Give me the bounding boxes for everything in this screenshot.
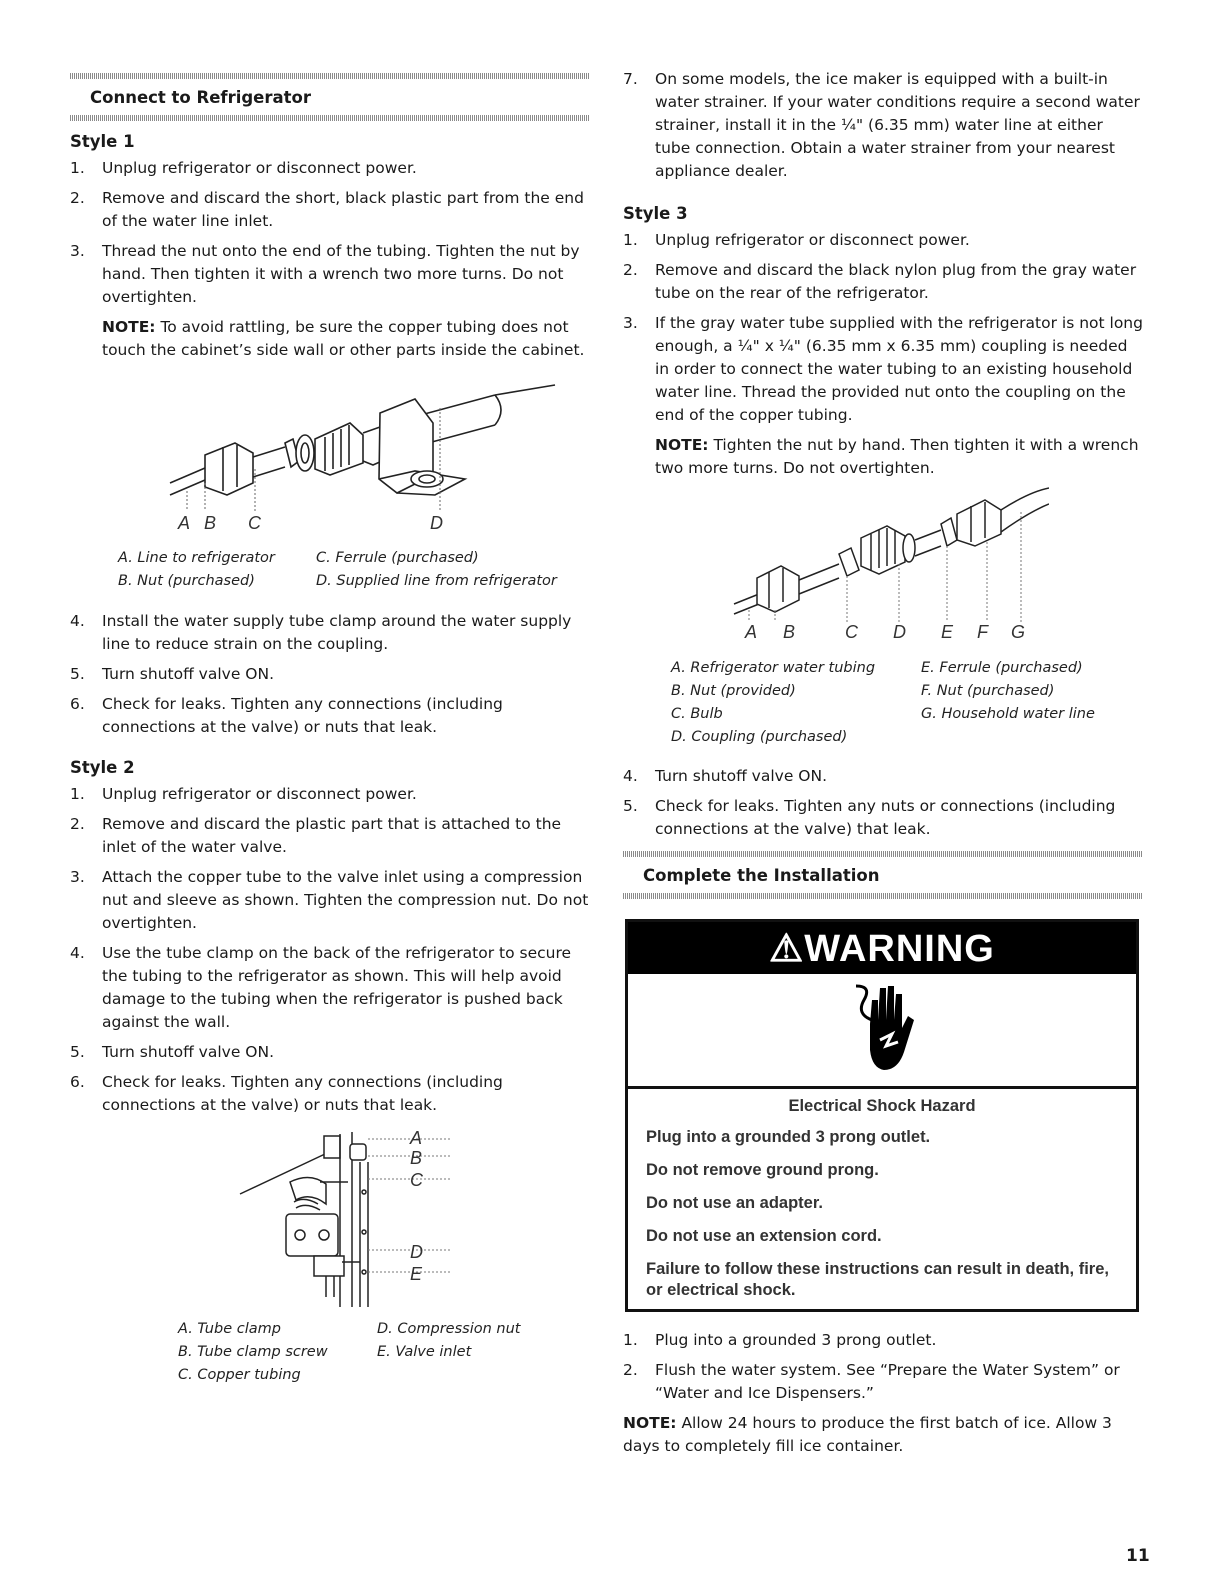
list-item [70, 187, 590, 233]
figure-letter: G [1011, 622, 1026, 642]
figure-letter: E [410, 1264, 423, 1284]
note-label: NOTE: [623, 1414, 677, 1432]
step-text: Install the water supply tube clamp around the water supply line to reduce strain on the coupling. [102, 612, 572, 653]
list-item [623, 1329, 1143, 1352]
warning-line: Do not use an adapter. [646, 1194, 823, 1212]
figure-caption: A. Line to refrigerator [118, 550, 275, 566]
step-number: 7. [623, 70, 638, 88]
list-item [623, 259, 1143, 305]
final-steps [623, 1329, 1143, 1405]
style3-steps-continued [623, 765, 1143, 841]
style1-note [70, 316, 590, 362]
style3-block [623, 204, 1143, 487]
warning-body [628, 1089, 1136, 1301]
figure-caption: B. Nut (provided) [671, 683, 796, 699]
step-number: 6. [70, 695, 85, 713]
step-number: 2. [70, 815, 85, 833]
note-label: NOTE: [102, 318, 156, 336]
warning-line: Plug into a grounded 3 prong outlet. [646, 1128, 931, 1146]
figure-caption: C. Bulb [671, 706, 723, 722]
list-item [70, 693, 590, 739]
figure-letter: C [845, 622, 858, 642]
list-item [70, 1041, 590, 1064]
step-text: Plug into a grounded 3 prong outlet. [655, 1331, 937, 1349]
style1-heading: Style 1 [70, 132, 135, 151]
list-item [623, 229, 1143, 252]
step-number: 5. [70, 665, 85, 683]
figure-caption: D. Coupling (purchased) [671, 729, 848, 745]
style1-steps-continued [70, 610, 590, 739]
style1-figure [165, 383, 585, 543]
step-number: 3. [70, 242, 85, 260]
figure-caption: B. Tube clamp screw [178, 1344, 328, 1360]
step-text: Thread the nut onto the end of the tubing. Tighten the nut by hand. Then tighten it with a wrench two more turns. Do not overtighten. [102, 242, 580, 306]
list-item [70, 813, 590, 859]
step7-list [623, 68, 1143, 183]
step-text: Turn shutoff valve ON. [655, 767, 828, 785]
section-title: Complete the Installation [643, 866, 880, 885]
step-text: Remove and discard the short, black plastic part from the end of the water line inlet. [102, 189, 584, 230]
figure-letter: F [977, 622, 988, 642]
step-text: Turn shutoff valve ON. [102, 1043, 275, 1061]
list-item [70, 942, 590, 1034]
warning-triangle-icon: ⚠ [769, 928, 805, 970]
final-note [623, 1412, 1143, 1458]
step-number: 1. [623, 1331, 638, 1349]
step-number: 2. [623, 1361, 638, 1379]
list-item [70, 240, 590, 309]
step-number: 2. [623, 261, 638, 279]
step-text: Attach the copper tube to the valve inlet using a compression nut and sleeve as shown. Tighten the compression nut. Do not overtighten. [102, 868, 589, 932]
figure-caption: G. Household water line [921, 706, 1095, 722]
figure-letter: A [745, 622, 758, 642]
step-text: Remove and discard the plastic part that is attached to the inlet of the water valve. [102, 815, 562, 856]
list-item [623, 312, 1143, 427]
figure-caption: E. Valve inlet [377, 1344, 472, 1360]
warning-line: Failure to follow these instructions can result in death, fire, or electrical shock. [646, 1260, 1109, 1299]
figure-letter: A [178, 513, 191, 533]
figure-caption: A. Refrigerator water tubing [671, 660, 876, 676]
section-connect [70, 73, 590, 121]
step-number: 2. [70, 189, 85, 207]
step-text: If the gray water tube supplied with the refrigerator is not long enough, a ¼" x ¼" (6.35 mm x 6.35 mm) coupling is needed in order to connect the water tubing to an existing household water line. Thread the provided nut onto the coupling on the end of the copper tubing. [655, 314, 1143, 424]
style1-fitting-illustration [165, 383, 585, 513]
figure-caption: A. Tube clamp [178, 1321, 281, 1337]
figure-letter: B [204, 513, 217, 533]
step-text: Check for leaks. Tighten any connections (including connections at the valve) or nuts that leak. [102, 695, 503, 736]
step-number: 4. [70, 944, 85, 962]
step7-block [623, 68, 1143, 190]
step-text: Flush the water system. See “Prepare the Water System” or “Water and Ice Dispensers.” [655, 1361, 1120, 1402]
figure-letter: D [410, 1242, 423, 1262]
style1-block [70, 132, 590, 369]
style3-steps-after [623, 765, 1143, 848]
figure-caption: C. Copper tubing [178, 1367, 301, 1383]
figure-caption: D. Compression nut [377, 1321, 521, 1337]
list-item [70, 663, 590, 686]
style3-coupling-illustration [729, 482, 1049, 622]
style3-heading: Style 3 [623, 204, 688, 223]
final-block [623, 1329, 1143, 1458]
note-label: NOTE: [655, 436, 709, 454]
style2-heading: Style 2 [70, 758, 135, 777]
step-number: 1. [70, 159, 85, 177]
list-item [70, 610, 590, 656]
style2-block [70, 758, 590, 1124]
electrical-shock-hand-icon [850, 980, 920, 1080]
step-text: Unplug refrigerator or disconnect power. [102, 785, 417, 803]
section-title: Connect to Refrigerator [90, 88, 312, 107]
style3-figure [729, 482, 1049, 622]
style3-steps [623, 229, 1143, 427]
warning-title-bar [628, 922, 1136, 974]
note-text: Tighten the nut by hand. Then tighten it with a wrench two more turns. Do not overtighten. [655, 436, 1139, 477]
figure-caption: E. Ferrule (purchased) [921, 660, 1083, 676]
section-rule-bottom [70, 115, 590, 121]
figure-letter: D [893, 622, 906, 642]
step-number: 6. [70, 1073, 85, 1091]
warning-line: Do not remove ground prong. [646, 1161, 879, 1179]
step-text: Unplug refrigerator or disconnect power. [655, 231, 970, 249]
step-text: Remove and discard the black nylon plug from the gray water tube on the rear of the refrigerator. [655, 261, 1137, 302]
figure-letter: C [248, 513, 261, 533]
figure-letter: B [410, 1148, 423, 1168]
style2-steps [70, 783, 590, 1117]
step-number: 4. [623, 767, 638, 785]
style1-steps [70, 157, 590, 309]
list-item [70, 1071, 590, 1117]
figure-caption: C. Ferrule (purchased) [316, 550, 479, 566]
style3-note [623, 434, 1143, 480]
section-rule-bottom [623, 893, 1143, 899]
step-text: Check for leaks. Tighten any connections (including connections at the valve) or nuts that leak. [102, 1073, 503, 1114]
step-text: Turn shutoff valve ON. [102, 665, 275, 683]
step-number: 3. [70, 868, 85, 886]
note-text: Allow 24 hours to produce the first batch of ice. Allow 3 days to completely fill ice container. [623, 1414, 1112, 1455]
step-number: 3. [623, 314, 638, 332]
list-item [623, 795, 1143, 841]
step-text: Use the tube clamp on the back of the refrigerator to secure the tubing to the refrigerator as shown. This will help avoid damage to the tubing when the refrigerator is pushed back against the wall. [102, 944, 572, 1031]
step-number: 5. [70, 1043, 85, 1061]
warning-box [625, 919, 1139, 1312]
note-text: To avoid rattling, be sure the copper tubing does not touch the cabinet’s side wall or other parts inside the cabinet. [102, 318, 585, 359]
list-item [70, 783, 590, 806]
step-text: On some models, the ice maker is equipped with a built-in water strainer. If your water conditions require a second water strainer, install it in the ¼" (6.35 mm) water line at either tube connection. Obtain a water strainer from your nearest appliance dealer. [655, 70, 1140, 180]
step-text: Check for leaks. Tighten any nuts or connections (including connections at the valve) that leak. [655, 797, 1116, 838]
style1-steps-after [70, 610, 590, 746]
list-item [623, 765, 1143, 788]
figure-letter: A [410, 1128, 423, 1148]
list-item [623, 1359, 1143, 1405]
figure-letter: E [941, 622, 954, 642]
step-text: Unplug refrigerator or disconnect power. [102, 159, 417, 177]
step-number: 1. [70, 785, 85, 803]
step-number: 4. [70, 612, 85, 630]
figure-letter: C [410, 1170, 423, 1190]
list-item [70, 157, 590, 180]
warning-title: WARNING [804, 928, 995, 970]
figure-letter: B [783, 622, 796, 642]
figure-caption: B. Nut (purchased) [118, 573, 255, 589]
step-number: 5. [623, 797, 638, 815]
figure-caption: D. Supplied line from refrigerator [316, 573, 557, 589]
step-number: 1. [623, 231, 638, 249]
list-item [623, 68, 1143, 183]
warning-line: Do not use an extension cord. [646, 1227, 882, 1245]
warning-icon-area [628, 974, 1136, 1089]
section-complete [623, 851, 1143, 899]
figure-caption: F. Nut (purchased) [921, 683, 1055, 699]
page-number: 11 [1126, 1546, 1150, 1566]
figure-letter: D [430, 513, 443, 533]
hazard-title: Electrical Shock Hazard [788, 1097, 976, 1115]
list-item [70, 866, 590, 935]
